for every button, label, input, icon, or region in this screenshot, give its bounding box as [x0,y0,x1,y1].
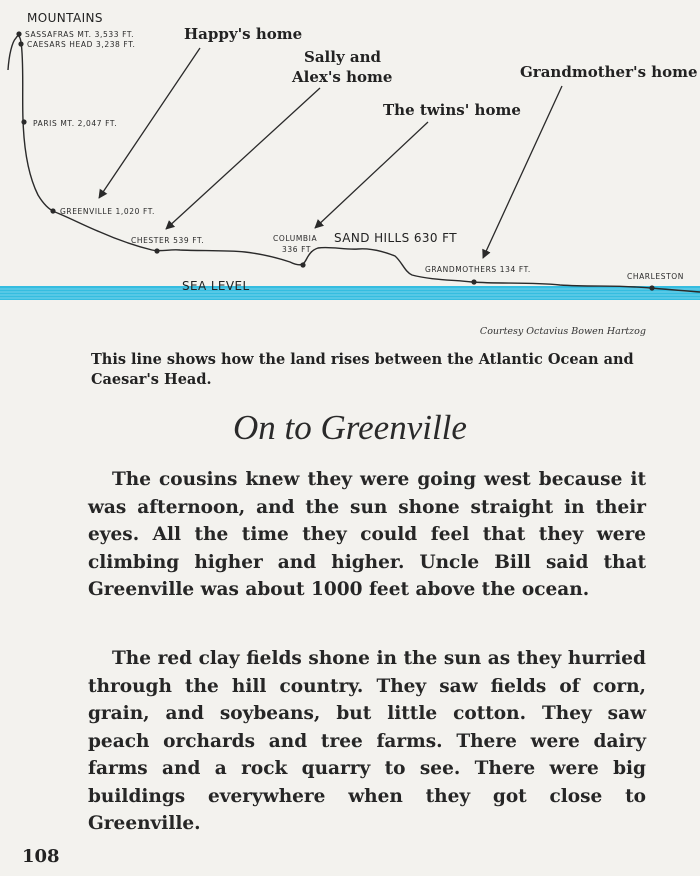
figure-caption: This line shows how the land rises between the Atlantic Ocean and Caesar's Head. [91,351,634,388]
label-paris-mt: PARIS MT. 2,047 FT. [33,119,118,128]
dot-sassafras [16,31,21,36]
elevation-diagram [0,0,700,320]
label-twins-home: The twins' home [383,101,521,119]
arrow-twins-home [315,122,428,228]
label-sand-hills: SAND HILLS 630 FT [334,231,457,245]
dot-grandmothers [471,279,476,284]
label-happys-home: Happy's home [184,25,303,43]
chapter-heading: On to Greenville [233,408,467,447]
label-sally-alex-line2: Alex's home [292,68,393,86]
dot-charleston [649,285,654,290]
dot-chester [154,248,159,253]
label-columbia: COLUMBIA [273,234,318,243]
dot-paris-mt [21,119,26,124]
arrow-sally-alex-home [166,88,320,229]
label-sally-alex-line1: Sally and [304,48,381,66]
body-paragraph-2: The red clay fields shone in the sun as they hurried through the hill country. They saw fields of corn, grain, and soybeans, but little cotton. They saw peach orchards and tree farms. There were dairy farms and a rock quarry to see. There were big buildings everywhere when they got close to Greenville. [88,648,646,834]
label-sassafras: SASSAFRAS MT. 3,533 FT. [25,30,135,39]
label-grandmothers: GRANDMOTHERS 134 FT. [425,265,531,274]
label-sea-level: SEA LEVEL [182,279,250,293]
photo-credit: Courtesy Octavius Bowen Hartzog [479,326,646,337]
label-caesars-head: CAESARS HEAD 3,238 FT. [27,40,136,49]
page-number: 108 [22,846,60,867]
label-greenville: GREENVILLE 1,020 FT. [60,207,156,216]
label-chester: CHESTER 539 FT. [131,236,205,245]
label-grandmothers-home: Grandmother's home [520,63,698,81]
sea-level-band [0,286,700,300]
dot-columbia [300,262,305,267]
label-charleston: CHARLESTON [627,272,684,281]
dot-caesars-head [18,41,23,46]
dot-greenville [50,208,55,213]
mountains-label: MOUNTAINS [27,11,103,25]
label-columbia-elevation: 336 FT. [282,245,314,254]
body-paragraph-1: The cousins knew they were going west because it was afternoon, and the sun shone straight in their eyes. All the time they could feel that they were climbing higher and higher. Uncle Bill said that Greenville was about 1000 feet above the ocean. [88,469,646,600]
